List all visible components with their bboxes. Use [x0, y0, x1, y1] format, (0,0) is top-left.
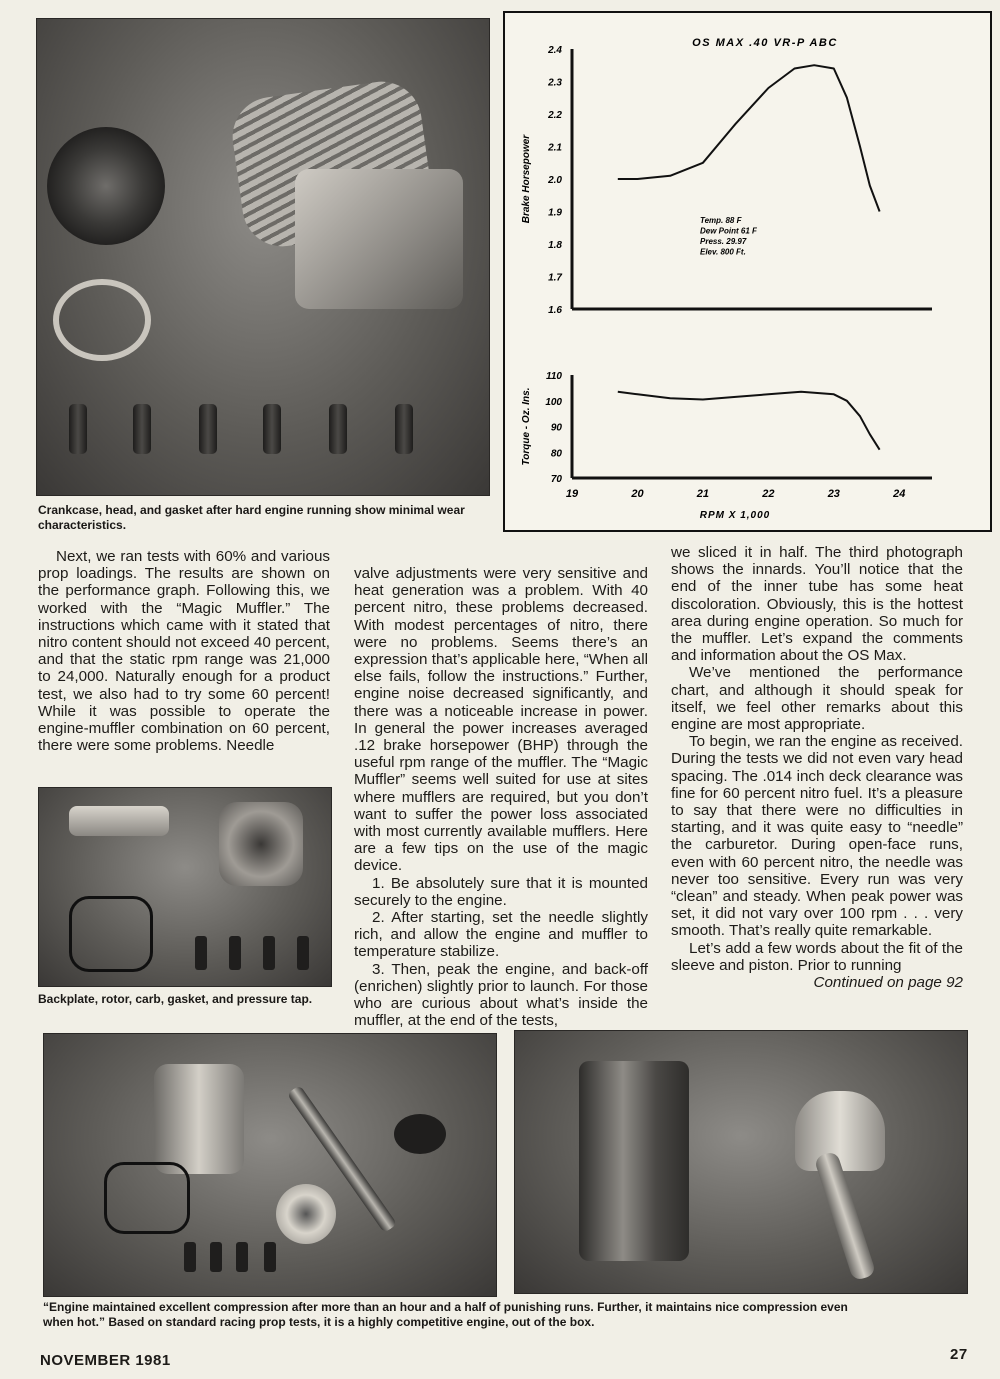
page-number: 27 [950, 1346, 968, 1363]
gasket-shape [104, 1162, 190, 1234]
gasket-shape [69, 896, 153, 972]
crankcase-photo [36, 18, 490, 496]
piston-shape [795, 1091, 885, 1171]
y-axis-label: Brake Horsepower [521, 134, 532, 224]
screw-1 [184, 1242, 196, 1272]
tip-item: 1. Be absolutely sure that it is mounted securely to the engine. [354, 874, 648, 909]
article-paragraph: Next, we ran tests with 60% and various prop loadings. The results are shown on the performance graph. Following this, we worked with the “Magic Muffler.” The instructions which came with it stated that nitro content should not exceed 40 percent, and that the static rpm range was 21,000 to 24,000. Naturally enough for a product test, we also had to try some 60 percent! While it was possible to operate the engine-muffler combination on 60 percent, there were some problems. Needle [38, 548, 330, 755]
y-tick-label: 2.4 [548, 45, 562, 56]
screw-2 [133, 404, 151, 454]
backplate-caption: Backplate, rotor, carb, gasket, and pressure tap. [38, 992, 313, 1006]
sleeve-piston-photo [514, 1030, 968, 1294]
screw-1 [69, 404, 87, 454]
disc-shape [394, 1114, 446, 1154]
article-column-3 [671, 544, 963, 991]
y-tick-label: 2.1 [548, 142, 562, 154]
sleeve-shape [579, 1061, 689, 1261]
x-tick-label: 22 [762, 488, 775, 500]
screw-4 [297, 936, 309, 970]
y-tick-label: 80 [550, 448, 562, 460]
screw-2 [229, 936, 241, 970]
chart-annotation: Press. 29.97 [700, 237, 747, 246]
y-tick-label: 90 [550, 422, 562, 434]
y-tick-label: 2.0 [548, 175, 562, 186]
compression-caption-line-2 [43, 1315, 968, 1330]
compression-caption-line-1: “Engine maintained excellent compression after more than an hour and a half of punishing runs. Further, it maintains nice compression even [43, 1300, 848, 1314]
muffler-shape [154, 1064, 244, 1174]
article-paragraph: To begin, we ran the engine as received. During the tests we did not even vary head spacing. The .014 inch deck clearance was fine for 60 percent nitro fuel. It’s a pleasure to say that there were no difficulties in starting, and it was quite easy to “needle” the carburetor. During open-face runs, even with 60 percent nitro, the needle was never too sensitive. Every run was very “clean” and steady. When peak power was set, it did not vary over 100 rpm . . . very smooth. That’s really quite remarkable. [671, 733, 963, 940]
y-tick-label: 1.7 [548, 272, 562, 284]
rotor-parts-photo [43, 1033, 497, 1297]
x-tick-label: 21 [696, 488, 710, 500]
article-paragraph: Let’s add a few words about the fit of the sleeve and piston. Prior to running [671, 939, 963, 974]
article-paragraph: valve adjustments were very sensitive and heat generation was a problem. With 40 percent nitro, these problems decreased. With modest percentages of nitro, there were no problems. Seems there’s an expression that’s applicable here, “When all else fails, follow the instructions.” Further, engine noise decreased significantly, and there was a noticeable increase in power. In general the power increases averaged .12 brake horsepower (BHP) through the useful rpm range of the muffler. The “Magic Muffler” seems well suited for use at sites where mufflers are required, but you don’t want to suffer the power loss associated with most currently available mufflers. Here are a few tips on the use of the magic device. [354, 565, 648, 875]
screw-3 [263, 936, 275, 970]
y-axis-label: Torque - Oz. Ins. [521, 387, 532, 466]
screw-3 [199, 404, 217, 454]
y-tick-label: 70 [550, 474, 562, 485]
performance-chart-svg [505, 13, 990, 530]
crankcase-shape [295, 169, 463, 309]
gasket-shape [53, 279, 151, 361]
article-column-1 [38, 548, 330, 754]
x-axis-label: RPM X 1,000 [699, 510, 771, 521]
compression-caption-quote-end: when hot.” [43, 1315, 105, 1329]
y-tick-label: 110 [546, 371, 562, 382]
y-tick-label: 1.9 [548, 207, 562, 219]
performance-chart [503, 11, 992, 532]
carb-shape [69, 806, 169, 836]
screw-1 [195, 936, 207, 970]
chart-annotation: Dew Point 61 F [700, 226, 757, 236]
backplate-photo [38, 787, 332, 987]
screw-4 [264, 1242, 276, 1272]
gear-shape [276, 1184, 336, 1244]
y-tick-label: 2.3 [548, 77, 562, 89]
x-tick-label: 19 [565, 488, 579, 500]
backplate-shape [219, 802, 303, 886]
chart-annotation: Elev. 800 Ft. [700, 247, 746, 257]
series-line [618, 392, 880, 450]
screw-3 [236, 1242, 248, 1272]
chart-annotation: Temp. 88 F [700, 216, 742, 225]
article-paragraph: we sliced it in half. The third photograph shows the innards. You’ll notice that the end of the inner tube has some heat discoloration. Obviously, this is the hottest area during engine operation. So much for the muffler. Let’s expand the comments and information about the OS Max. [671, 544, 963, 665]
article-column-2 [354, 565, 648, 1029]
x-tick-label: 24 [893, 488, 906, 500]
x-tick-label: 20 [631, 488, 644, 500]
compression-caption [43, 1300, 968, 1330]
issue-date: NOVEMBER 1981 [40, 1352, 171, 1369]
continued-note: Continued on page 92 [813, 974, 963, 992]
y-tick-label: 1.8 [548, 240, 562, 251]
compression-caption-remainder: Based on standard racing prop tests, it is a highly competitive engine, out of the box. [105, 1315, 595, 1329]
screw-2 [210, 1242, 222, 1272]
article-paragraph: We’ve mentioned the performance chart, and although it should speak for itself, we feel other remarks about this engine are most appropriate. [671, 664, 963, 734]
y-tick-label: 100 [545, 396, 562, 408]
crankcase-caption: Crankcase, head, and gasket after hard engine running show minimal wear characteristics. [38, 503, 465, 532]
y-tick-label: 1.6 [548, 305, 562, 316]
screw-5 [329, 404, 347, 454]
tip-item: 3. Then, peak the engine, and back-off (enrichen) slightly prior to launch. For those who are curious about what’s inside the muffler, at the end of the tests, [354, 960, 648, 1030]
backplate-shape [47, 127, 165, 245]
chart-title: OS MAX .40 VR-P ABC [692, 37, 838, 49]
series-line [618, 65, 880, 211]
screw-6 [395, 404, 413, 454]
tip-item: 2. After starting, set the needle slightly rich, and allow the engine and muffler to temperature stabilize. [354, 909, 648, 961]
x-tick-label: 23 [827, 488, 840, 500]
y-tick-label: 2.2 [548, 110, 562, 121]
screw-4 [263, 404, 281, 454]
